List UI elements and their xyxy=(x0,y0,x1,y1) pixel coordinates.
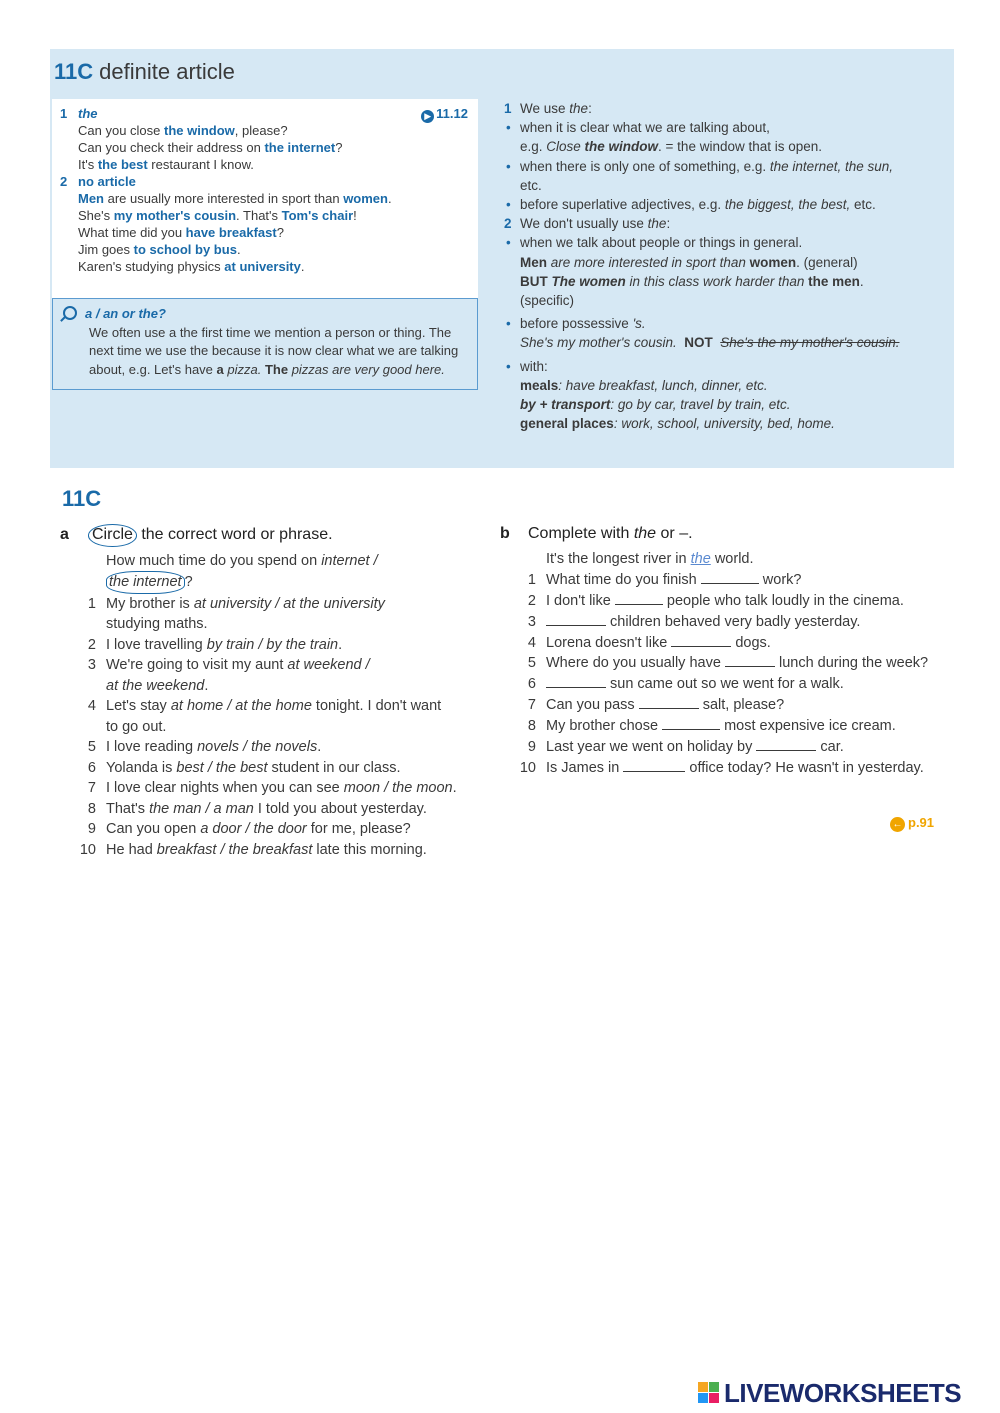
item-number: 8 xyxy=(87,800,96,817)
rule-continuation: (specific) xyxy=(520,293,575,309)
example-answer-circle: the internet xyxy=(106,571,185,594)
answer-blank[interactable] xyxy=(623,758,685,772)
rule-bullet: • before superlative adjectives, e.g. the biggest, the best, etc. xyxy=(504,195,944,214)
item-number: 7 xyxy=(87,780,96,796)
exercise-a-item: 10 He had breakfast / the breakfast late this morning. xyxy=(60,840,490,861)
choice-options[interactable]: moon / the moon xyxy=(343,780,453,796)
exercise-b-item: 4 Lorena doesn't like dogs. xyxy=(500,633,960,654)
panel-title-text: definite article xyxy=(99,59,235,84)
answer-blank[interactable] xyxy=(725,653,775,667)
exercise-b-item: 9 Last year we went on holiday by car. xyxy=(500,737,960,758)
answer-blank[interactable] xyxy=(639,695,699,709)
rule-continuation: Men are more interested in sport than women. (general) xyxy=(520,254,858,270)
item-number: 9 xyxy=(87,821,96,837)
item-number: 2 xyxy=(527,592,536,609)
exercise-a-item: 5 I love reading novels / the novels. xyxy=(60,737,490,758)
choice-options[interactable]: at university / at the university xyxy=(193,595,385,612)
choice-options[interactable]: novels / the novels xyxy=(197,739,318,755)
example-sentence: What time did you have breakfast? xyxy=(78,225,284,240)
exercise-a-item: 4 Let's stay at home / at the home tonight. I don't want xyxy=(60,696,490,717)
example-sentence: She's my mother's cousin. That's Tom's chair! xyxy=(78,208,357,223)
answer-blank[interactable] xyxy=(546,612,606,626)
exercise-a-example: How much time do you spend on internet / xyxy=(106,552,378,569)
exercise-b-item: 2 I don't like people who talk loudly in the cinema. xyxy=(500,591,960,612)
tip-line: next time we use the because it is now clear what we are talking xyxy=(89,343,459,358)
item-number: 10 xyxy=(79,841,96,858)
exercise-b-example: It's the longest river in the world. xyxy=(546,550,754,567)
audio-track[interactable] xyxy=(421,105,468,123)
rule-continuation: BUT The women in this class work harder than the men. xyxy=(520,273,864,289)
answer-blank[interactable] xyxy=(615,591,663,605)
rule-bullet: • before possessive 's. xyxy=(504,314,944,333)
exercise-b-item: 3 children behaved very badly yesterday. xyxy=(500,612,960,633)
choice-options[interactable]: by train / by the train xyxy=(206,636,339,653)
example-sentence: Men are usually more interested in sport than women. xyxy=(78,191,392,206)
exercise-a-item: 7 I love clear nights when you can see moon / the moon. xyxy=(60,778,490,799)
choice-options[interactable]: at weekend / xyxy=(287,657,370,673)
exercise-b-item: 1 What time do you finish work? xyxy=(500,570,960,591)
tip-heading: a / an or the? xyxy=(63,305,467,324)
exercise-a-item: studying maths. xyxy=(106,616,208,632)
rule-continuation: by + transport: go by car, travel by train, etc. xyxy=(520,397,791,413)
panel-title xyxy=(54,59,235,85)
rule-bullet: • when it is clear what we are talking about, xyxy=(504,118,944,137)
exercise-b-item: 10 Is James in office today? He wasn't in yesterday. xyxy=(500,758,960,779)
item-number: 4 xyxy=(527,634,536,651)
rule-continuation: meals: have breakfast, lunch, dinner, etc. xyxy=(520,377,768,393)
item-number: 10 xyxy=(519,759,536,776)
exercise-a-instruction: a Circle the correct word or phrase. xyxy=(60,524,490,547)
page-reference-link[interactable]: ← p.91 xyxy=(890,815,934,832)
rule-continuation: e.g. Close the window. = the window that is open. xyxy=(520,139,823,155)
answer-blank[interactable] xyxy=(671,633,731,647)
exercise-a-example: the internet ? xyxy=(60,571,490,594)
grammar-panel xyxy=(50,49,954,468)
rule-bullet: • when we talk about people or things in general. xyxy=(504,233,944,252)
item-number: 6 xyxy=(87,759,96,776)
answer-blank[interactable] xyxy=(756,737,816,751)
exercise-a-item: at the weekend. xyxy=(106,677,209,694)
example-answer: the xyxy=(690,550,711,567)
arrow-left-icon: ← xyxy=(890,817,905,832)
item-number: 3 xyxy=(527,613,536,630)
tip-line: We often use a the first time we mention a person or thing. The xyxy=(89,324,452,340)
magnifier-icon xyxy=(63,306,77,320)
exercise-a xyxy=(60,524,490,860)
tip-box xyxy=(52,298,478,390)
circled-word: Circle xyxy=(88,524,137,547)
item-number: 7 xyxy=(527,697,536,714)
answer-blank[interactable] xyxy=(546,674,606,688)
exercise-title: 11C xyxy=(62,486,102,511)
item-number: 1 xyxy=(527,571,536,588)
exercise-b-items xyxy=(500,570,960,779)
item-number: 4 xyxy=(87,698,96,714)
item-number: 1 xyxy=(87,595,96,612)
example-sentence: Karen's studying physics at university. xyxy=(78,259,305,274)
choice-options[interactable]: breakfast / the breakfast xyxy=(156,841,313,858)
unit-code: 11C xyxy=(54,59,94,84)
choice-options[interactable]: at home / at the home xyxy=(170,698,312,714)
exercise-b xyxy=(500,524,960,779)
exercise-a-item: 1 My brother is at university / at the university xyxy=(60,594,490,615)
choice-options[interactable]: at the weekend xyxy=(106,677,205,694)
answer-blank[interactable] xyxy=(701,570,759,584)
answer-blank[interactable] xyxy=(662,716,720,730)
section-1-examples xyxy=(60,122,470,173)
item-number: 3 xyxy=(87,657,96,673)
example-sentence: It's the best restaurant I know. xyxy=(78,157,254,172)
item-number: 5 xyxy=(527,655,536,672)
section-2-examples xyxy=(60,190,470,275)
exercise-a-items xyxy=(60,594,490,861)
section-2-heading: 2 no article xyxy=(60,174,136,189)
rules-column xyxy=(504,99,944,433)
choice-options[interactable]: the man / a man xyxy=(149,800,254,817)
exercise-a-item: to go out. xyxy=(106,718,167,735)
item-number: 5 xyxy=(87,739,96,755)
speaker-icon[interactable]: ▶ xyxy=(421,110,434,123)
example-sentence: Jim goes to school by bus. xyxy=(78,242,241,257)
rule-bullet: • when there is only one of something, e.g. the internet, the sun, xyxy=(504,157,944,176)
liveworksheets-logo-icon xyxy=(698,1382,720,1404)
rule-1-heading: 1 We use the: xyxy=(504,101,592,116)
tip-line: about, e.g. Let's have a pizza. The pizzas are very good here. xyxy=(89,361,445,377)
item-number: 8 xyxy=(527,718,536,735)
audio-track-label: 11.12 xyxy=(436,106,468,121)
item-number: 2 xyxy=(87,636,96,653)
exercise-a-item: 6 Yolanda is best / the best student in our class. xyxy=(60,758,490,779)
exercise-b-item: 5 Where do you usually have lunch during the week? xyxy=(500,653,960,674)
watermark: LIVEWORKSHEETS xyxy=(698,1378,961,1409)
rule-continuation: general places: work, school, university, bed, home. xyxy=(520,416,835,432)
exercise-b-item: 7 Can you pass salt, please? xyxy=(500,695,960,716)
exercise-b-instruction: b Complete with the or –. xyxy=(500,525,693,542)
item-number: 6 xyxy=(527,676,536,693)
example-sentence: Can you check their address on the internet? xyxy=(78,140,343,155)
item-number: 9 xyxy=(527,739,536,756)
rule-bullet: • with: xyxy=(504,357,944,376)
example-sentence: Can you close the window, please? xyxy=(78,123,288,138)
exercise-b-item: 8 My brother chose most expensive ice cream. xyxy=(500,716,960,737)
exercise-a-item: 9 Can you open a door / the door for me, please? xyxy=(60,819,490,840)
choice-options[interactable]: best / the best xyxy=(176,759,268,776)
exercise-b-item: 6 sun came out so we went for a walk. xyxy=(500,674,960,695)
rule-continuation: etc. xyxy=(520,177,542,193)
section-1-heading: 1 the xyxy=(60,106,98,121)
exercise-a-item: 2 I love travelling by train / by the train. xyxy=(60,635,490,656)
exercise-a-item: 8 That's the man / a man I told you about yesterday. xyxy=(60,799,490,820)
rule-2-heading: 2 We don't usually use the: xyxy=(504,216,671,232)
choice-options[interactable]: a door / the door xyxy=(200,821,307,837)
exercise-a-item: 3 We're going to visit my aunt at weekend / xyxy=(60,655,490,676)
rule-continuation: She's my mother's cousin. NOT She's the my mother's cousin. xyxy=(520,335,900,351)
